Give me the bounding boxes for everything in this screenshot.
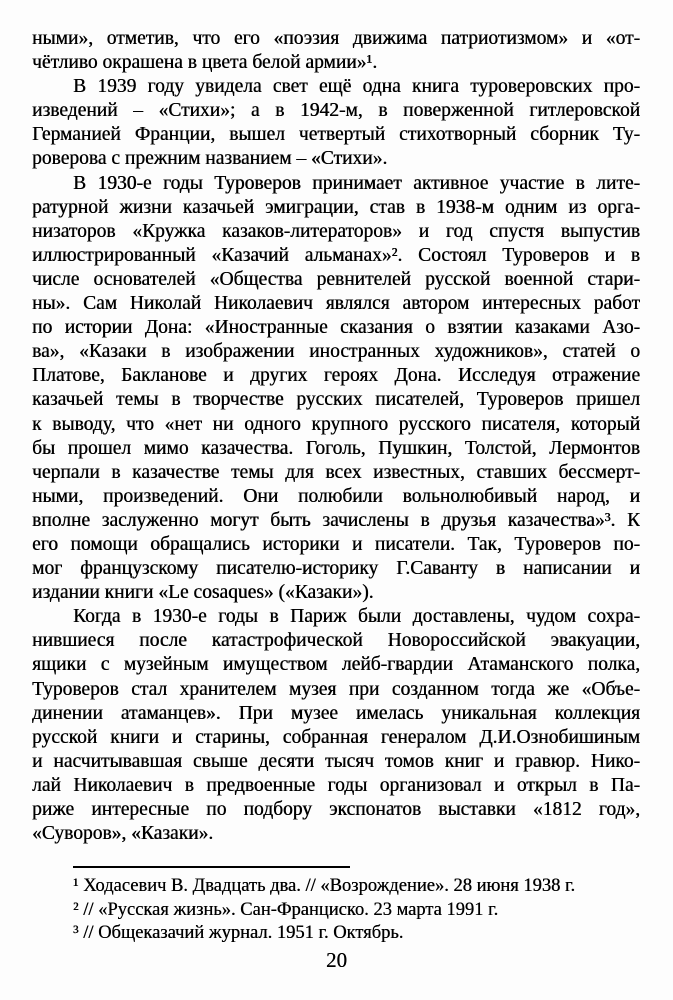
text-line: казачьей темы в творчестве русских писателей, Туроверов пришел	[32, 389, 640, 411]
text-line: Когда в 1930-е годы в Париж были доставлены, чудом сохра-	[73, 606, 640, 628]
text-line: к выводу, что «нет ни одного крупного русского писателя, который	[32, 413, 640, 435]
text-line: риже интересные по подбору экспонатов выставки «1812 год»,	[32, 799, 640, 820]
text-line: бы прошел мимо казачества. Гоголь, Пушкин, Толстой, Лермонтов	[32, 437, 640, 459]
text-line: ны». Сам Николай Николаевич являлся автором интересных работ	[32, 293, 640, 315]
text-line: иллюстрированный «Казачий альманах»². Состоял Туроверов и в	[32, 244, 640, 266]
text-line: роверова с прежним названием – «Стихи».	[32, 148, 388, 170]
footnote-line: ¹ Ходасевич В. Двадцать два. // «Возрождение». 28 июня 1938 г.	[73, 876, 576, 896]
text-line: его помощи обращались историки и писатели. Так, Туроверов по-	[32, 533, 640, 555]
body-text-block	[32, 27, 640, 846]
text-line: динении атаманцев». При музее имелась уникальная коллекция	[32, 702, 640, 724]
text-line: черпали в казачестве темы для всех известных, ставших бессмерт-	[32, 461, 640, 483]
text-line: издании книги «Le cosaques» («Казаки»).	[32, 582, 374, 604]
text-line: низаторов «Кружка казаков-литераторов» и год спустя выпустив	[32, 220, 640, 242]
text-line: ными», отметив, что его «поэзия движима патриотизмом» и «от-	[32, 28, 640, 49]
text-line: и насчитывавшая свыше десяти тысяч томов книг и гравюр. Нико-	[32, 750, 640, 772]
footnotes-block	[32, 875, 640, 946]
page-number: 20	[326, 948, 347, 972]
text-line: «Суворов», «Казаки».	[32, 823, 214, 845]
text-line: ящики с музейным имуществом лейб-гвардии Атаманского полка,	[32, 654, 640, 676]
text-line: чётливо окрашена в цвета белой армии»¹.	[32, 52, 378, 74]
text-line: числе основателей «Общества ревнителей русской военной стари-	[32, 268, 640, 290]
text-line: нившиеся после катастрофической Новороссийской эвакуации,	[32, 630, 640, 652]
text-line: ва», «Казаки в изображении иностранных художников», статей о	[32, 341, 640, 363]
text-line: ратурной жизни казачьей эмиграции, став в 1938-м одним из орга-	[32, 196, 640, 218]
text-line: Платове, Бакланове и других героях Дона. Исследуя отражение	[32, 365, 640, 387]
text-line: русской книги и старины, собранная генералом Д.И.Ознобишиным	[32, 726, 640, 748]
text-line: мог французскому писателю-историку Г.Саванту в написании и	[32, 558, 640, 580]
text-line: В 1939 году увидела свет ещё одна книга туроверовских про-	[73, 76, 640, 98]
text-line: по истории Дона: «Иностранные сказания о взятии казаками Азо-	[32, 317, 640, 339]
text-line: Туроверов стал хранителем музея при созданном тогда же «Объе-	[32, 678, 640, 700]
footnote-line: ³ // Общеказачий журнал. 1951 г. Октябрь.	[73, 923, 404, 944]
footnote-line: ² // «Русская жизнь». Сан-Франциско. 23 марта 1991 г.	[73, 899, 499, 920]
text-line: Германией Франции, вышел четвертый стихотворный сборник Ту-	[32, 124, 640, 146]
text-line: изведений – «Стихи»; а в 1942-м, в поверженной гитлеровской	[32, 100, 640, 122]
text-line: вполне заслуженно могут быть зачислены в друзья казачества»³. К	[32, 509, 640, 531]
footnote-separator	[73, 866, 350, 868]
text-line: лай Николаевич в предвоенные годы организовал и открыл в Па-	[32, 774, 640, 796]
text-line: ными, произведений. Они полюбили вольнолюбивый народ, и	[32, 485, 640, 507]
text-line: В 1930-е годы Туроверов принимает активное участие в лите-	[73, 172, 640, 194]
